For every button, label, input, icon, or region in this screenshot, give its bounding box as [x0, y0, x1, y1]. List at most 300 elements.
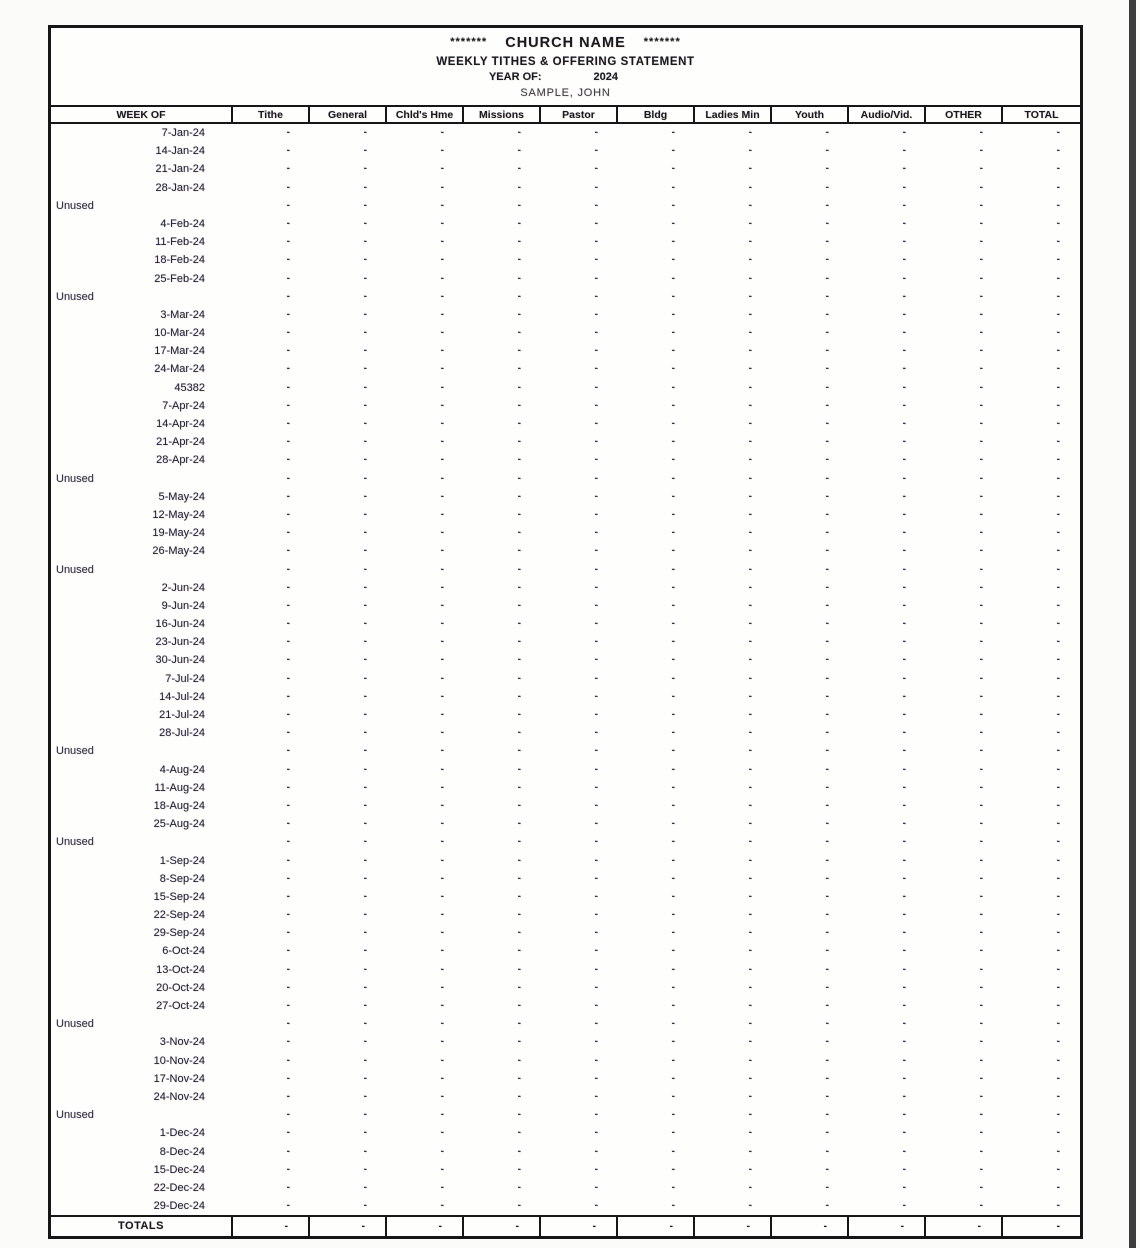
amount-cell: -	[363, 981, 367, 993]
amount-cell: -	[517, 381, 521, 393]
amount-cell: -	[440, 563, 444, 575]
week-date-cell: 21-Jan-24	[155, 163, 205, 176]
amount-cell: -	[363, 945, 367, 957]
amount-cell: -	[440, 527, 444, 539]
amount-cell: -	[902, 490, 906, 502]
amount-cell: -	[286, 127, 290, 138]
amount-cell: -	[1056, 145, 1060, 157]
amount-cell: -	[902, 945, 906, 957]
amount-cell: -	[902, 199, 906, 211]
amount-cell: -	[517, 345, 521, 357]
amount-cell: -	[671, 418, 675, 429]
amount-cell: -	[440, 909, 444, 921]
amount-cell: -	[748, 1018, 752, 1030]
amount-cell: -	[1056, 127, 1060, 138]
amount-cell: -	[440, 163, 444, 175]
amount-cell: -	[1056, 1072, 1060, 1084]
week-date-cell: 12-May-24	[152, 508, 205, 521]
table-row	[51, 870, 1080, 888]
amount-cell: -	[594, 745, 598, 757]
amount-cell: -	[517, 745, 521, 757]
week-date-cell: 17-Nov-24	[153, 1072, 205, 1085]
amount-cell: -	[825, 163, 829, 175]
amount-cell: -	[902, 581, 906, 593]
week-date-cell: 11-Feb-24	[155, 236, 205, 249]
amount-cell: -	[748, 599, 752, 611]
amount-cell: -	[363, 1054, 367, 1066]
amount-cell: -	[671, 854, 675, 866]
amount-cell: -	[902, 163, 906, 175]
amount-cell: -	[517, 472, 521, 484]
week-date-cell: 10-Nov-24	[153, 1054, 205, 1067]
amount-cell: -	[671, 836, 675, 848]
amount-cell: -	[671, 963, 675, 975]
amount-cell: -	[594, 818, 598, 830]
amount-cell: -	[440, 1000, 444, 1011]
amount-cell: -	[825, 981, 829, 993]
amount-cell: -	[286, 963, 290, 975]
amount-cell: -	[363, 745, 367, 757]
amount-cell: -	[363, 690, 367, 702]
amount-cell: -	[440, 363, 444, 375]
amount-cell: -	[363, 599, 367, 611]
amount-cell: -	[286, 690, 290, 702]
amount-cell: -	[363, 890, 367, 902]
amount-cell: -	[825, 618, 829, 630]
table-row	[51, 433, 1080, 451]
year-value: 2024	[593, 71, 619, 83]
amount-cell: -	[825, 690, 829, 702]
decorative-stars-right: *******	[643, 36, 681, 48]
amount-cell: -	[363, 836, 367, 848]
amount-cell: -	[286, 727, 290, 739]
amount-cell: -	[825, 127, 829, 138]
amount-cell: -	[440, 290, 444, 302]
amount-cell: -	[671, 127, 675, 138]
amount-cell: -	[902, 381, 906, 393]
amount-cell: -	[825, 563, 829, 575]
unused-row-label: Unused	[56, 290, 94, 303]
amount-cell: -	[440, 199, 444, 211]
amount-cell: -	[902, 181, 906, 193]
amount-cell: -	[594, 1181, 598, 1193]
amount-cell: -	[517, 236, 521, 248]
amount-cell: -	[1056, 890, 1060, 902]
table-row	[51, 488, 1080, 506]
week-date-cell: 29-Dec-24	[153, 1200, 205, 1213]
amount-cell: -	[1056, 236, 1060, 248]
statement-title: WEEKLY TITHES & OFFERING STATEMENT	[436, 56, 695, 68]
amount-cell: -	[363, 1181, 367, 1193]
table-row	[51, 888, 1080, 906]
amount-cell: -	[902, 981, 906, 993]
amount-cell: -	[363, 1036, 367, 1048]
amount-cell: -	[440, 836, 444, 848]
table-row	[51, 415, 1080, 433]
amount-cell: -	[363, 490, 367, 502]
table-row	[51, 160, 1080, 178]
amount-cell: -	[825, 1054, 829, 1066]
week-date-cell: 7-Jul-24	[165, 672, 205, 685]
amount-cell: -	[825, 1018, 829, 1030]
amount-cell: -	[902, 254, 906, 266]
amount-cell: -	[594, 618, 598, 630]
amount-cell: -	[902, 127, 906, 138]
amount-cell: -	[902, 345, 906, 357]
table-row	[51, 833, 1080, 851]
amount-cell: -	[440, 1036, 444, 1048]
amount-cell: -	[1056, 836, 1060, 848]
amount-cell: -	[825, 890, 829, 902]
amount-cell: -	[902, 1127, 906, 1139]
column-header-row	[51, 105, 1080, 124]
amount-cell: -	[440, 545, 444, 557]
amount-cell: -	[671, 599, 675, 611]
amount-cell: -	[902, 1072, 906, 1084]
amount-cell: -	[594, 436, 598, 448]
amount-cell: -	[594, 381, 598, 393]
amount-cell: -	[825, 545, 829, 557]
amount-cell: -	[594, 327, 598, 339]
amount-cell: -	[286, 418, 290, 429]
amount-cell: -	[979, 272, 983, 284]
table-row	[51, 124, 1080, 142]
amount-cell: -	[979, 872, 983, 884]
amount-cell: -	[902, 1018, 906, 1030]
amount-cell: -	[1056, 1200, 1060, 1212]
amount-cell: -	[1056, 1145, 1060, 1157]
amount-cell: -	[286, 890, 290, 902]
amount-cell: -	[902, 436, 906, 448]
amount-cell: -	[671, 199, 675, 211]
week-date-cell: 11-Aug-24	[154, 781, 205, 794]
amount-cell: -	[517, 199, 521, 211]
amount-cell: -	[363, 563, 367, 575]
amount-cell: -	[1056, 763, 1060, 775]
amount-cell: -	[1056, 1090, 1060, 1102]
amount-cell: -	[671, 1036, 675, 1048]
amount-cell: -	[748, 872, 752, 884]
amount-cell: -	[286, 1181, 290, 1193]
table-row	[51, 1015, 1080, 1033]
total-amount-cell: -	[1056, 1221, 1060, 1233]
amount-cell: -	[1056, 854, 1060, 866]
amount-cell: -	[517, 872, 521, 884]
amount-cell: -	[902, 872, 906, 884]
amount-cell: -	[363, 127, 367, 138]
amount-cell: -	[440, 709, 444, 720]
amount-cell: -	[517, 1072, 521, 1084]
amount-cell: -	[748, 236, 752, 248]
amount-cell: -	[517, 981, 521, 993]
amount-cell: -	[440, 1181, 444, 1193]
amount-cell: -	[594, 909, 598, 921]
amount-cell: -	[440, 1200, 444, 1212]
amount-cell: -	[902, 818, 906, 830]
amount-cell: -	[748, 836, 752, 848]
amount-cell: -	[594, 1090, 598, 1102]
amount-cell: -	[363, 781, 367, 793]
amount-cell: -	[440, 854, 444, 866]
amount-cell: -	[286, 363, 290, 375]
amount-cell: -	[671, 272, 675, 284]
amount-cell: -	[363, 1163, 367, 1175]
statement-table	[48, 25, 1083, 1239]
amount-cell: -	[1056, 636, 1060, 648]
amount-cell: -	[286, 1054, 290, 1066]
amount-cell: -	[979, 709, 983, 720]
amount-cell: -	[748, 308, 752, 320]
amount-cell: -	[902, 927, 906, 939]
table-row	[51, 1179, 1080, 1197]
amount-cell: -	[671, 781, 675, 793]
amount-cell: -	[594, 545, 598, 557]
amount-cell: -	[286, 563, 290, 575]
amount-cell: -	[1056, 799, 1060, 811]
amount-cell: -	[594, 836, 598, 848]
week-date-cell: 19-May-24	[152, 527, 205, 540]
amount-cell: -	[517, 490, 521, 502]
amount-cell: -	[440, 618, 444, 630]
amount-cell: -	[748, 654, 752, 666]
amount-cell: -	[902, 727, 906, 739]
amount-cell: -	[517, 927, 521, 939]
amount-cell: -	[1056, 909, 1060, 921]
amount-cell: -	[594, 1072, 598, 1084]
week-date-cell: 21-Jul-24	[159, 709, 205, 721]
amount-cell: -	[825, 1072, 829, 1084]
amount-cell: -	[286, 381, 290, 393]
year-line	[39, 70, 1068, 85]
amount-cell: -	[979, 1036, 983, 1048]
amount-cell: -	[979, 527, 983, 539]
amount-cell: -	[748, 1145, 752, 1157]
amount-cell: -	[1056, 1127, 1060, 1139]
column-header: OTHER	[926, 107, 1003, 122]
amount-cell: -	[594, 709, 598, 720]
week-date-cell: 13-Oct-24	[156, 963, 205, 976]
amount-cell: -	[902, 236, 906, 248]
amount-cell: -	[902, 145, 906, 157]
amount-cell: -	[902, 454, 906, 466]
amount-cell: -	[286, 945, 290, 957]
amount-cell: -	[902, 1200, 906, 1212]
amount-cell: -	[1056, 163, 1060, 175]
amount-cell: -	[825, 381, 829, 393]
amount-cell: -	[517, 690, 521, 702]
amount-cell: -	[594, 727, 598, 739]
amount-cell: -	[825, 508, 829, 520]
column-header: Bldg	[618, 107, 695, 122]
week-date-cell: 3-Mar-24	[160, 308, 205, 321]
amount-cell: -	[440, 890, 444, 902]
amount-cell: -	[825, 1000, 829, 1011]
amount-cell: -	[286, 145, 290, 157]
table-row	[51, 670, 1080, 688]
amount-cell: -	[517, 1163, 521, 1175]
amount-cell: -	[979, 672, 983, 684]
amount-cell: -	[440, 399, 444, 411]
amount-cell: -	[286, 1090, 290, 1102]
amount-cell: -	[902, 909, 906, 921]
amount-cell: -	[979, 327, 983, 339]
amount-cell: -	[517, 563, 521, 575]
amount-cell: -	[517, 145, 521, 157]
amount-cell: -	[825, 472, 829, 484]
amount-cell: -	[1056, 872, 1060, 884]
table-row	[51, 1143, 1080, 1161]
amount-cell: -	[594, 781, 598, 793]
total-amount-cell: -	[926, 1217, 1003, 1236]
table-row	[51, 779, 1080, 797]
amount-cell: -	[286, 327, 290, 339]
total-amount-cell: -	[464, 1217, 541, 1236]
amount-cell: -	[902, 1163, 906, 1175]
week-date-cell: 23-Jun-24	[155, 636, 205, 649]
amount-cell: -	[748, 618, 752, 630]
amount-cell: -	[1056, 963, 1060, 975]
amount-cell: -	[979, 1181, 983, 1193]
amount-cell: -	[748, 581, 752, 593]
amount-cell: -	[979, 472, 983, 484]
amount-cell: -	[671, 799, 675, 811]
amount-cell: -	[825, 672, 829, 684]
amount-cell: -	[594, 308, 598, 320]
amount-cell: -	[671, 181, 675, 193]
amount-cell: -	[363, 927, 367, 939]
amount-cell: -	[594, 563, 598, 575]
amount-cell: -	[979, 145, 983, 157]
amount-cell: -	[671, 381, 675, 393]
amount-cell: -	[440, 181, 444, 193]
amount-cell: -	[286, 308, 290, 320]
amount-cell: -	[1056, 472, 1060, 484]
amount-cell: -	[1056, 381, 1060, 393]
table-row	[51, 233, 1080, 251]
amount-cell: -	[517, 418, 521, 429]
amount-cell: -	[825, 1036, 829, 1048]
amount-cell: -	[1056, 527, 1060, 539]
amount-cell: -	[286, 1036, 290, 1048]
amount-cell: -	[517, 727, 521, 739]
amount-cell: -	[440, 581, 444, 593]
amount-cell: -	[748, 363, 752, 375]
week-date-cell: 9-Jun-24	[161, 599, 205, 612]
amount-cell: -	[594, 217, 598, 229]
amount-cell: -	[825, 327, 829, 339]
amount-cell: -	[748, 1036, 752, 1048]
amount-cell: -	[1056, 327, 1060, 339]
amount-cell: -	[748, 563, 752, 575]
amount-cell: -	[363, 163, 367, 175]
amount-cell: -	[363, 1072, 367, 1084]
amount-cell: -	[517, 127, 521, 138]
amount-cell: -	[979, 454, 983, 466]
amount-cell: -	[671, 727, 675, 739]
amount-cell: -	[1056, 363, 1060, 375]
amount-cell: -	[902, 672, 906, 684]
amount-cell: -	[902, 363, 906, 375]
amount-cell: -	[517, 363, 521, 375]
amount-cell: -	[825, 709, 829, 720]
amount-cell: -	[671, 745, 675, 757]
amount-cell: -	[517, 1109, 521, 1121]
amount-cell: -	[517, 1018, 521, 1030]
amount-cell: -	[517, 308, 521, 320]
amount-cell: -	[363, 1200, 367, 1212]
amount-cell: -	[286, 490, 290, 502]
amount-cell: -	[825, 527, 829, 539]
amount-cell: -	[1056, 1181, 1060, 1193]
amount-cell: -	[748, 163, 752, 175]
amount-cell: -	[979, 909, 983, 921]
amount-cell: -	[979, 163, 983, 175]
amount-cell: -	[748, 981, 752, 993]
amount-cell: -	[594, 418, 598, 429]
amount-cell: -	[517, 909, 521, 921]
amount-cell: -	[594, 1036, 598, 1048]
amount-cell: -	[902, 1145, 906, 1157]
amount-cell: -	[517, 836, 521, 848]
table-row	[51, 906, 1080, 924]
week-date-cell: 29-Sep-24	[153, 927, 205, 940]
table-row	[51, 979, 1080, 997]
amount-cell: -	[594, 945, 598, 957]
unused-row-label: Unused	[56, 1109, 94, 1122]
amount-cell: -	[748, 1054, 752, 1066]
amount-cell: -	[748, 508, 752, 520]
table-row	[51, 742, 1080, 760]
amount-cell: -	[825, 1127, 829, 1139]
amount-cell: -	[902, 1036, 906, 1048]
amount-cell: -	[363, 1145, 367, 1157]
table-row	[51, 342, 1080, 360]
amount-cell: -	[979, 236, 983, 248]
week-date-cell: 17-Mar-24	[154, 345, 205, 358]
amount-cell: -	[594, 345, 598, 357]
amount-cell: -	[363, 418, 367, 429]
amount-cell: -	[748, 181, 752, 193]
amount-cell: -	[594, 527, 598, 539]
amount-cell: -	[671, 581, 675, 593]
amount-cell: -	[748, 1181, 752, 1193]
scan-edge-artifact	[1129, 0, 1136, 1248]
amount-cell: -	[594, 1109, 598, 1121]
amount-cell: -	[1056, 945, 1060, 957]
amount-cell: -	[286, 1200, 290, 1212]
week-date-cell: 21-Apr-24	[156, 436, 205, 449]
amount-cell: -	[748, 945, 752, 957]
amount-cell: -	[363, 1018, 367, 1030]
amount-cell: -	[440, 872, 444, 884]
amount-cell: -	[1056, 1018, 1060, 1030]
amount-cell: -	[748, 709, 752, 720]
amount-cell: -	[825, 399, 829, 411]
table-row	[51, 506, 1080, 524]
table-row	[51, 1161, 1080, 1179]
amount-cell: -	[286, 1000, 290, 1011]
amount-cell: -	[671, 508, 675, 520]
week-date-cell: 7-Jan-24	[161, 127, 205, 139]
table-row	[51, 451, 1080, 469]
amount-cell: -	[594, 690, 598, 702]
amount-cell: -	[440, 1127, 444, 1139]
amount-cell: -	[1056, 654, 1060, 666]
amount-cell: -	[594, 363, 598, 375]
amount-cell: -	[902, 709, 906, 720]
amount-cell: -	[748, 745, 752, 757]
amount-cell: -	[671, 1200, 675, 1212]
